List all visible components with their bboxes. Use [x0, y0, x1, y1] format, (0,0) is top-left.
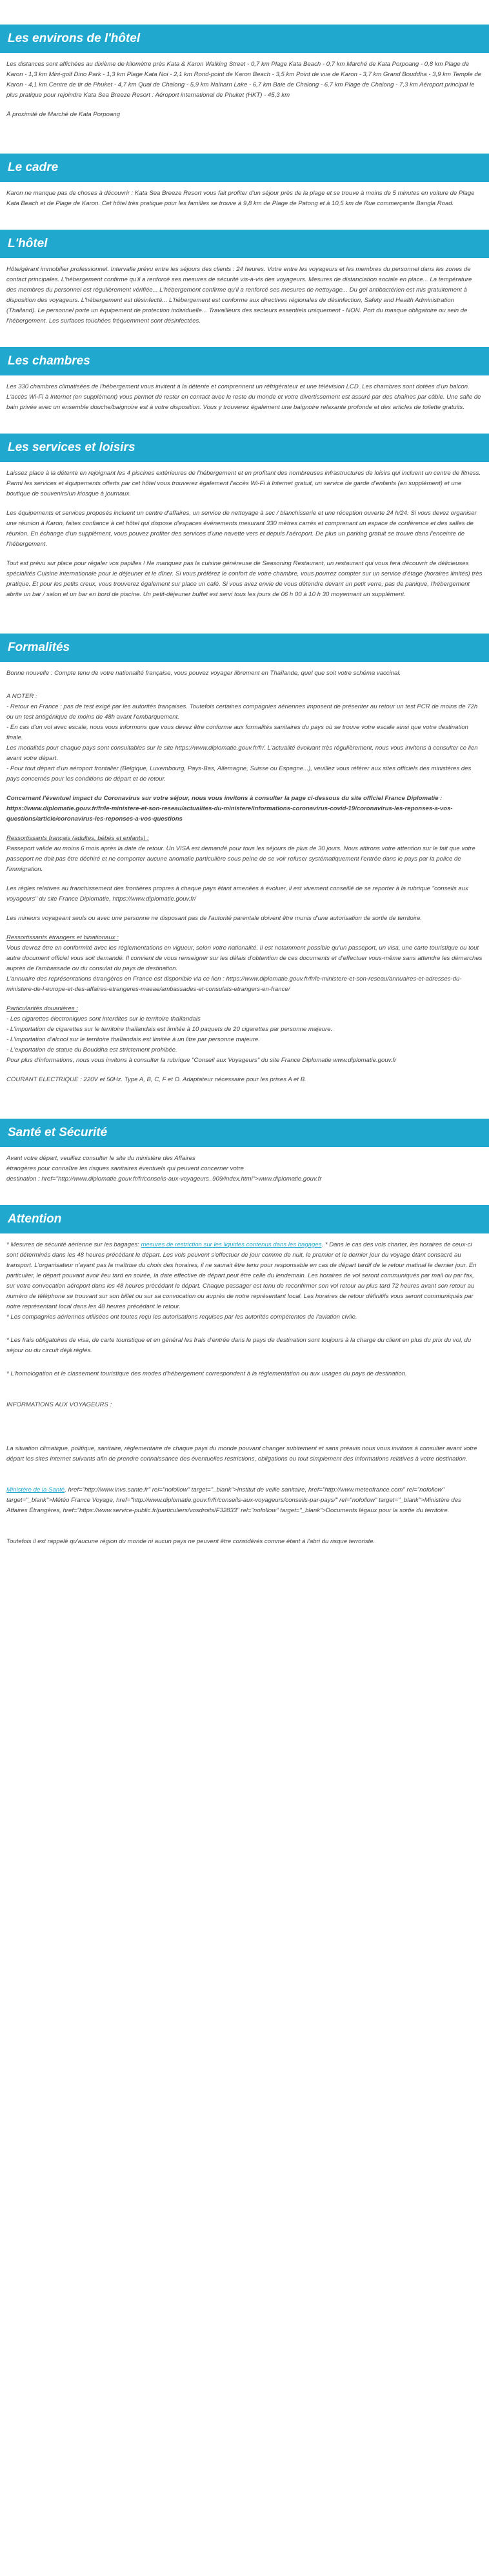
douane-line: Pour plus d'informations, nous vous invitons à consulter la rubrique "Conseil aux Voyageurs" du site France Diplomatie www.diplomatie.gouv.fr: [6, 1057, 397, 1064]
douane-line: - L'exportation de statue du Bouddha est strictement prohibée.: [6, 1046, 177, 1053]
environs-distances: Les distances sont affichées au dixième de kilomètre près Kata & Karon Walking Street - 0,7 km Plage Kata Beach - 0,7 km Marché de Kata Porpoang - 0,8 km Plage de Karon - 1,3 km Mini-golf Dino Park - 1,3 km Plage Kata Noi - 2,1 km Rond-point de Karon Beach - 3,5 km Point de vue de Karon - 3,7 km Grand Bouddha - 3,9 km Temple de Karon - 4,1 km Centre de tir de Phuket - 4,7 km Quai de Chalong - 5,9 km Naiharn Lake - 6,7 km Baie de Chalong - 6,7 km Plage de Chalong - 7,3 km Aéroport principal le plus pratique pour rejoindre Kata Sea Breeze Resort : Aéroport international de Phuket (HKT) - 45,3 km: [6, 61, 482, 99]
attention-visa-fees: * Les frais obligatoires de visa, de carte touristique et en général les frais d'entrée dans le pays de destination sont toujours à la charge du client en plus du prix du vol, du séjour ou du circuit déjà réglés.: [6, 1337, 472, 1354]
ressortissants-francais: [6, 834, 483, 875]
sante-text: [6, 1153, 483, 1184]
spacer: [6, 1388, 483, 1400]
section-title-attention: Attention: [0, 1205, 489, 1233]
courant-electrique: COURANT ELECTRIQUE : 220V et 50Hz. Type A, B, C, F et O. Adaptateur nécessaire pour les prises A et B.: [6, 1076, 306, 1083]
covid-notice-text: Concernant l'éventuel impact du Coronavirus sur votre séjour, nous vous invitons à consulter la page ci-dessous du site officiel France Diplomatie : https://www.diplomatie.gouv.fr/fr/le-ministere-et-son-reseau/actualites-du-ministere/informations-coronavirus-covid-19/coronavirus-les-reponses-a-vos-questions/article/coronavirus-les-reponses-a-vos-questions: [6, 795, 453, 823]
fr-title: Ressortissants français (adultes, bébés et enfants) :: [6, 835, 149, 842]
attention-homologation: * L'homologation et le classement touristique des modes d'hébergement correspondent à la réglementation ou aux usages du pays de destination.: [6, 1370, 407, 1377]
section-title-environs: Les environs de l'hôtel: [0, 25, 489, 53]
infos-links-text: , href="http://www.invs.sante.fr" rel="nofollow" target="_blank">Institut de veille sanitaire, href="http://www.meteofrance.com" rel="nofollow" target="_blank">Météo France Voyage, href="http://www.diplomatie.gouv.fr/fr/conseils-aux-voyageurs/conseils-par-pays/" rel="nofollow" target="_blank">Ministère des Affaires Étrangères, href="https://www.service-public.fr/particuliers/vosdroits/F32833" rel="nofollow" target="_blank">Documents légaux pour la sortie du territoire.: [6, 1486, 461, 1514]
services-leisure: Laissez place à la détente en rejoignant les 4 piscines extérieures de l'hébergement et en profitant des nombreuses infrastructures de loisirs qui incluent un centre de fitness. Parmi les services et équipements offerts par cet hôtel vous trouverez également l'accès Wi-Fi à Internet gratuit, un service de garde d'enfants (en supplément) et une boutique de souvenirs/un kiosque à journaux.: [6, 470, 481, 497]
attention-security-prefix: * Mesures de sécurité aérienne sur les bagages:: [6, 1241, 141, 1248]
spacer: [6, 1525, 483, 1537]
douane-line: - Les cigarettes électroniques sont interdites sur le territoire thaïlandais: [6, 1015, 201, 1023]
fr-borders: Les règles relatives au franchissement des frontières propres à chaque pays étant amenées à évoluer, il est vivement conseillé de se reporter à la rubrique "conseils aux voyageurs" du site France Diplomatie, https://www.diplomatie.gouv.fr/: [6, 885, 468, 903]
cadre-description: Karon ne manque pas de choses à découvrir : Kata Sea Breeze Resort vous fait profiter d'un séjour près de la plage et se trouve à moins de 5 minutes en voiture de Plage Kata Beach et de Plage de Karon. Cet hôtel très pratique pour les familles se trouve à 9,8 km de Plage de Patong et à 10,5 km de Rue commerçante Bangla Road.: [6, 190, 475, 207]
covid-notice: [6, 794, 483, 824]
spacer: [6, 1419, 483, 1444]
etr-directory: L'annuaire des représentations étrangères en France est disponible via ce lien : https://www.diplomatie.gouv.fr/fr/le-ministere-et-son-reseau/annuaires-et-adresses-du-ministere-de-l-europe-et-des-affaires-etrangeres-maeae/ambassades-et-consulats-etrangers-en-france/: [6, 975, 462, 993]
chambres-description: Les 330 chambres climatisées de l'hébergement vous invitent à la détente et comprennent un réfrigérateur et une télévision LCD. Les chambres sont dotées d'un balcon. L'accès Wi-Fi à Internet (en supplément) vous permet de rester en contact avec le reste du monde et votre divertissement est assuré par des chaînes par câble. Une salle de bain privée avec un ensemble douche/baignoire est à votre disposition. Vous y trouverez également une baignoire relaxante profonde et des articles de toilette gratuits.: [6, 383, 481, 411]
note-title: A NOTER :: [6, 693, 37, 700]
section-sante: [0, 1094, 489, 1184]
section-title-services: Les services et loisirs: [0, 434, 489, 462]
douane-line: - L'importation de cigarettes sur le territoire thaïlandais est limitée à 10 paquets de 20 cigarettes par personne majeure.: [6, 1026, 333, 1033]
ressortissants-etrangers: [6, 933, 483, 995]
section-title-sante: Santé et Sécurité: [0, 1119, 489, 1147]
spacer: [6, 0, 483, 25]
terrorism-notice: Toutefois il est rappelé qu'aucune région du monde ni aucun pays ne peuvent être considérés comme étant à l'abri du risque terroriste.: [6, 1538, 375, 1545]
liquids-restriction-link[interactable]: mesures de restriction sur les liquides contenus dans les bagages: [141, 1241, 322, 1248]
attention-flights-text: . * Dans le cas des vols charter, les horaires de ceux-ci sont déterminés dans les 48 heures précédant le départ. Les vols peuvent s'effectuer de jour comme de nuit, le premier et le dernier jour du voyage étant consacré au transport. L'organisateur n'ayant pas la maîtrise du choix des horaires, il ne saurait être tenu pour responsable en cas de départ tardif de le retour matinal le dernier jour. En particulier, le départ pouvant avoir lieu tard en soirée, la date effective de départ peut être celle du lendemain. Les horaires de vol seront communiqués par mail ou par fax, sur votre convocation aéroport dans les 48 heures précédant le départ. Chaque passager est tenu de reconfirmer son vol retour au plus tard 72 heures avant son retour au numéro de téléphone se trouvant sur son billet ou sur sa convocation ou auprès de notre représentant local. Les horaires de retour définitifs vous seront communiqués par notre représentant local dans les 48 heures précédant le retour.: [6, 1241, 477, 1310]
section-attention: [0, 1193, 489, 1547]
section-title-formalites: Formalités: [0, 634, 489, 662]
spacer: [6, 129, 483, 154]
etr-regulations: Vous devrez être en conformité avec les réglementations en vigueur, selon votre nationalité. Il est notamment possible qu'un passeport, un visa, une carte touristique ou tout autre document officiel vous soit demandé. Il convient de vous renseigner sur les délais d'obtention de ces documents et d'effectuer vous-même sans attendre les démarches auprès de l'ambassade ou du consulat du pays de destination.: [6, 944, 483, 972]
douane-title: Particularités douanières :: [6, 1005, 78, 1012]
infos-text: La situation climatique, politique, sanitaire, réglementaire de chaque pays du monde pouvant changer subitement et sans préavis nous vous invitons à consulter avant votre départ les sites Internet suivants afin de prendre connaissance des éventuelles restrictions, obligations ou tout simplement des informations relatives à votre destination.: [6, 1445, 477, 1463]
douanes: [6, 1004, 483, 1066]
sante-line: étrangères pour connaître les risques sanitaires éventuels qui peuvent concerner votre: [6, 1165, 244, 1172]
douane-line: - L'importation d'alcool sur le territoire thaïlandais est limitée à un litre par personne majeure.: [6, 1036, 260, 1043]
spacer: [6, 218, 483, 230]
spacer: [6, 609, 483, 634]
sante-line: Avant votre départ, veuillez consulter le site du ministère des Affaires: [6, 1155, 195, 1162]
services-dining: Tout est prévu sur place pour régaler vos papilles ! Ne manquez pas la cuisine généreuse de Seasoning Restaurant, un restaurant qui vous fera découvrir de délicieuses spécialités Cuisine internationale pour le déjeuner et le dîner. Si vous préférez le confort de votre chambre, vous pourrez compter sur un service d'étage (horaires limités) très pratique. Et pour les petits creux, vous trouverez également sur place un café. Si vous avez envie de vous détendre devant un petit verre, pas de panique, l'hébergement abrite un bar / salon et un bar en bord de piscine. Un petit-déjeuner buffet est servi tous les jours de 06 h 00 à 10 h 30 moyennant un supplément.: [6, 560, 483, 598]
note-line: - Pour tout départ d'un aéroport frontalier (Belgique, Luxembourg, Pays-Bas, Allemagne, Suisse ou Espagne...), veuillez vous référer aux sites officiels des ministères des pays concernés pour les conditions de départ et de retour.: [6, 765, 472, 783]
section-title-hotel: L'hôtel: [0, 230, 489, 258]
spacer: [6, 1473, 483, 1485]
section-chambres: [0, 335, 489, 413]
spacer: [6, 335, 483, 347]
section-hotel: [0, 218, 489, 326]
hotel-description: Hôte/gérant immobilier professionnel. Intervalle prévu entre les séjours des clients : 24 heures. Votre entre les voyageurs et les membres du personnel dans les zones de contact principales. L'hébergement confirme qu'il a renforcé ses mesures de sécurité vis-à-vis des voyageurs. Mesures de distanciation sociale en place... La température des membres du personnel est régulièrement vérifiée... L'hébergement confirme qu'il a renforcé ses mesures de nettoyage... Du gel antibactérien est mis gratuitement à disposition des voyageurs. L'hébergement est désinfecté... L'hébergement est conforme aux directives régionales de désinfection, Safety and Health Administration (Thailand). Le personnel porte un équipement de protection individuelle... Travailleurs des secteurs essentiels uniquement - NON. Port du masque obligatoire ou sein de l'hébergement. Les surfaces touchées fréquemment sont désinfectées.: [6, 266, 472, 324]
note-line: - Retour en France : pas de test exigé par les autorités françaises. Toutefois certaines compagnies aériennes imposent de présenter au retour un test PCR de moins de 72h ou un test antigénique de moins de 48h avant l'embarquement.: [6, 703, 478, 721]
attention-flights: [6, 1240, 483, 1323]
section-environs: [0, 0, 489, 120]
sante-line: destination : href="http://www.diplomatie.gouv.fr/fr/conseils-aux-voyageurs_909/index.html">www.diplomatie.gouv.fr: [6, 1175, 322, 1183]
spacer: [6, 1094, 483, 1119]
section-cadre: [0, 129, 489, 209]
fr-passport: Passeport valide au moins 6 mois après la date de retour. Un VISA est demandé pour tous les séjours de plus de 30 jours. Nous attirons votre attention sur le fait que votre passeport ne doit pas être déchiré et ne comporter aucune anomalie particulière sous peine de se voir refuser systématiquement l'entrée dans le pays par la police de l'immigration.: [6, 845, 475, 873]
fr-minors: Les mineurs voyageant seuls ou avec une personne ne disposant pas de l'autorité parentale doivent être munis d'une autorisation de sortie de territoire.: [6, 915, 423, 922]
environs-proximity: À proximité de Marché de Kata Porpoang: [6, 111, 120, 118]
section-formalites: [0, 609, 489, 1085]
section-services: [0, 422, 489, 600]
ministere-sante-link[interactable]: Ministère de la Santé: [6, 1486, 65, 1493]
formalites-note: [6, 692, 483, 784]
infos-title: INFORMATIONS AUX VOYAGEURS :: [6, 1401, 112, 1408]
section-title-chambres: Les chambres: [0, 347, 489, 375]
section-title-cadre: Le cadre: [0, 154, 489, 182]
services-business: Les équipements et services proposés incluent un centre d'affaires, un service de nettoyage à sec / blanchisserie et une réception ouverte 24 h/24. Si vous devez organiser une réunion à Karon, faites confiance à cet hôtel qui dispose d'espaces événements mesurant 330 mètres carrés et comprenant un espace de conférence et des salles de réunion. En échange d'un supplément, vous pouvez profiter des services d'une navette vers et depuis l'aéroport. De plus un parking gratuit se trouve dans l'enceinte de l'hébergement.: [6, 510, 477, 548]
attention-airlines: * Les compagnies aériennes utilisées ont toutes reçu les autorisations requises par les autorités compétentes de l'aviation civile.: [6, 1313, 357, 1321]
formalites-intro: Bonne nouvelle : Compte tenu de votre nationalité française, vous pouvez voyager librement en Thaïlande, quel que soit votre schéma vaccinal.: [6, 670, 401, 677]
note-line: - En cas d'un vol avec escale, nous vous informons que vous devez être conforme aux formalités sanitaires du pays où se trouve votre escale ainsi que votre destination finale.: [6, 724, 468, 741]
infos-links: [6, 1485, 483, 1516]
note-line: Les modalités pour chaque pays sont consultables sur le site https://www.diplomatie.gouv.fr/fr/. L'actualité évoluant très régulièrement, nous vous invitons à consulter ce lien avant votre départ.: [6, 744, 478, 762]
spacer: [6, 422, 483, 434]
etr-title: Ressortissants étrangers et binationaux :: [6, 934, 119, 941]
spacer: [6, 1193, 483, 1205]
